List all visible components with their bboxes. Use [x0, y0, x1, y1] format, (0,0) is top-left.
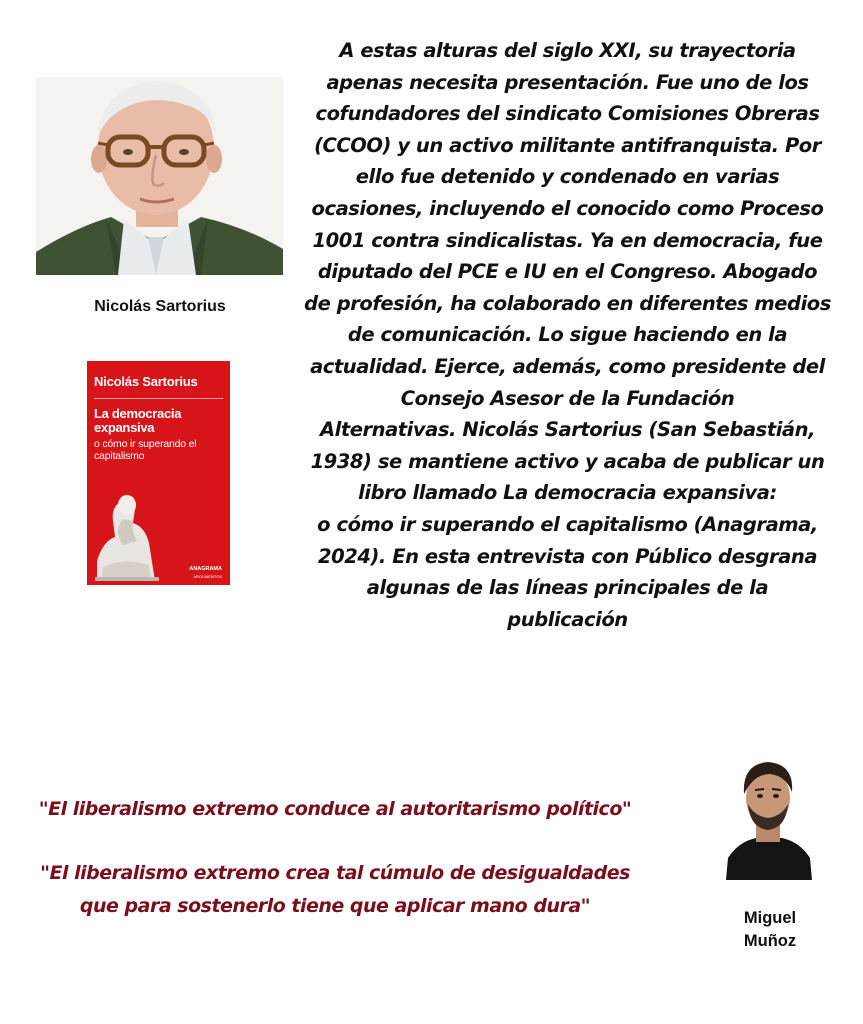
book-cover-author: Nicolás Sartorius — [94, 374, 198, 389]
interviewer-last-name: Muñoz — [743, 932, 797, 950]
interviewer-name-caption — [720, 907, 820, 953]
interviewer-first-name: Miguel — [743, 909, 797, 927]
intro-line: (CCOO) y un activo militante antifranquista. Por — [314, 133, 821, 157]
intro-line: o cómo ir superando el capitalismo (Anagrama, — [317, 512, 818, 536]
quote-line: "El liberalismo extremo crea tal cúmulo de desigualdades — [40, 862, 630, 884]
intro-line: de profesión, ha colaborado en diferentes medios — [304, 291, 831, 315]
pull-quote — [0, 794, 670, 824]
author-name-caption: Nicolás Sartorius — [94, 298, 226, 315]
intro-line: algunas de las líneas principales de la — [366, 576, 769, 600]
intro-line: cofundadores del sindicato Comisiones Obreras — [315, 102, 820, 126]
book-cover-subtitle: o cómo ir superando el capitalismo — [94, 438, 197, 462]
author-portrait-illustration — [36, 77, 283, 275]
pull-quote — [0, 857, 670, 923]
intro-line: 2024). En esta entrevista con Público desgrana — [317, 544, 818, 568]
intro-paragraph — [290, 35, 845, 635]
intro-line: A estas alturas del siglo XXI, su trayectoria — [339, 39, 796, 62]
book-cover-title: La democracia expansiva — [94, 406, 182, 435]
statue-illustration — [93, 481, 163, 581]
book-cover-divider — [94, 398, 223, 399]
book-cover-collection: ARGUMENTOS — [193, 574, 222, 579]
quote-line: que para sostenerlo tiene que aplicar mano dura" — [79, 895, 591, 917]
intro-line: 1938) se mantiene activo y acaba de publicar un — [310, 449, 825, 473]
author-photo — [36, 77, 283, 275]
intro-line: ello fue detenido y condenado en varias — [355, 165, 780, 189]
intro-line: libro llamado La democracia expansiva: — [358, 481, 777, 505]
intro-line: diputado del PCE e IU en el Congreso. Abogado — [317, 260, 818, 284]
intro-line: ocasiones, incluyendo el conocido como Proceso — [311, 196, 824, 220]
publisher-logo: ANAGRAMA — [189, 566, 222, 572]
intro-line: apenas necesita presentación. Fue uno de los — [326, 70, 809, 94]
intro-line: Alternativas. Nicolás Sartorius (San Sebastián, — [319, 418, 816, 442]
book-cover — [87, 361, 230, 585]
intro-line: 1001 contra sindicalistas. Ya en democracia, fue — [312, 228, 823, 252]
intro-line: actualidad. Ejerce, además, como presidente del — [310, 354, 825, 378]
intro-line: publicación — [507, 607, 628, 631]
interviewer-photo — [726, 758, 812, 880]
quote-line: "El liberalismo extremo conduce al autoritarismo político" — [38, 798, 632, 820]
interviewer-portrait-illustration — [726, 758, 812, 880]
intro-line: Consejo Asesor de la Fundación — [400, 386, 735, 410]
intro-line: de comunicación. Lo sigue haciendo en la — [347, 323, 788, 347]
